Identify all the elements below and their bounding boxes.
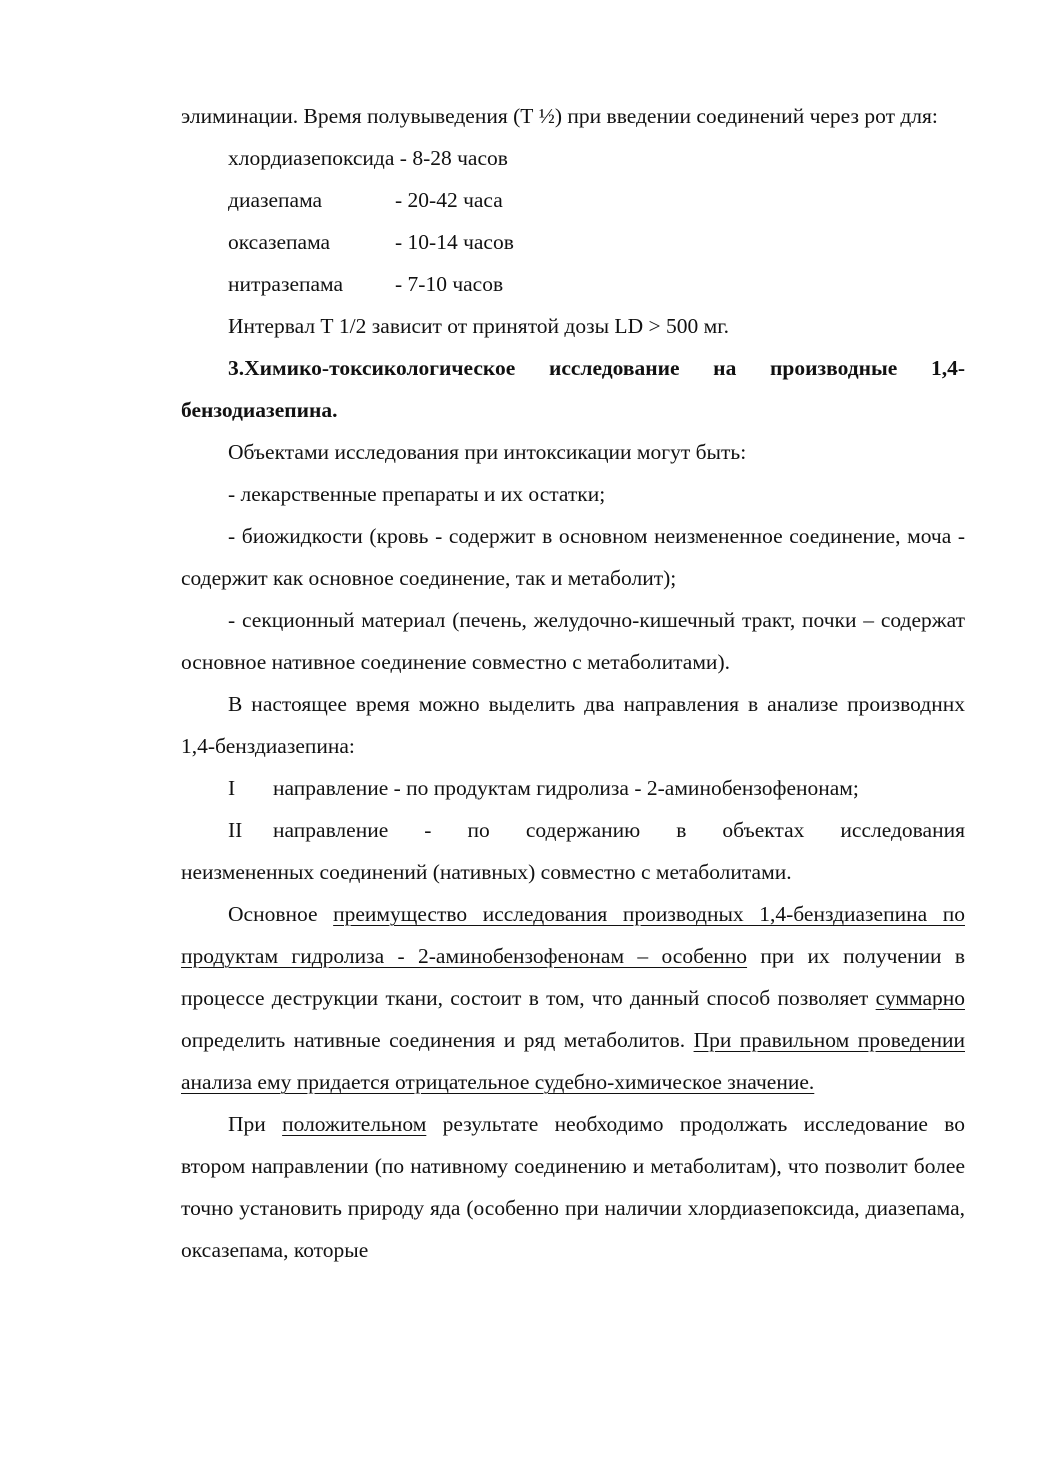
- drug-name: диазепама: [228, 188, 323, 212]
- direction-2: [181, 809, 965, 851]
- interval-note: Интервал Т 1/2 зависит от принятой дозы LD > 500 мг.: [228, 314, 729, 338]
- direction-number: I: [228, 776, 236, 800]
- halflife-chlordiazepoxide: хлордиазепоксида - 8-28 часов: [228, 146, 508, 170]
- positive-underlined: положительном: [282, 1112, 427, 1136]
- positive-text: При: [228, 1112, 283, 1136]
- direction-2-continuation: неизмененных соединений (нативных) совместно с метаболитами.: [181, 860, 792, 884]
- direction-text: направление - по содержанию в объектах исследования: [273, 818, 965, 842]
- drug-halflife: - 20-42 часа: [395, 188, 503, 212]
- drug-name: оксазепама: [228, 230, 331, 254]
- advantage-text: Основное: [228, 902, 334, 926]
- direction-1: [181, 767, 965, 809]
- halflife-row: [181, 179, 965, 221]
- object-item-sectional: - секционный материал (печень, желудочно-кишечный тракт, почки – содержат основное нативное соединение совместно с метаболитами).: [181, 608, 965, 674]
- advantage-paragraph: [181, 893, 965, 1103]
- halflife-row: [181, 221, 965, 263]
- advantage-text: определить нативные соединения и ряд метаболитов.: [181, 1028, 694, 1052]
- paragraph-elimination: элиминации. Время полувыведения (Т ½) при введении соединений через рот для:: [181, 104, 938, 128]
- drug-name: нитразепама: [228, 272, 344, 296]
- positive-result-paragraph: [181, 1103, 965, 1271]
- objects-intro: Объектами исследования при интоксикации могут быть:: [228, 440, 747, 464]
- positive-text: результате необходимо продолжать исследование во втором направлении (по нативному соединению и метаболитам), что позволит более точно установить природу яда (особенно при наличии хлордиазепоксида, диазепама, оксазепама, которые: [181, 1112, 965, 1262]
- drug-halflife: - 7-10 часов: [395, 272, 504, 296]
- object-item-drugs: - лекарственные препараты и их остатки;: [228, 482, 606, 506]
- document-body: [181, 95, 965, 1271]
- advantage-underlined: суммарно: [875, 986, 965, 1010]
- advantage-underlined: преимущество исследования производных 1,4-бенздиазепина по продуктам гидролиза - 2-аминобензофенонам – особенно: [181, 902, 965, 968]
- halflife-row: [181, 263, 965, 305]
- object-item-biofluids: - биожидкости (кровь - содержит в основном неизмененное соединение, моча - содержит как основное соединение, так и метаболит);: [181, 524, 965, 590]
- section-heading: 3.Химико-токсикологическое исследование на производные 1,4-бензодиазепина.: [181, 356, 965, 422]
- directions-intro: В настоящее время можно выделить два направления в анализе производннх 1,4-бенздиазепина:: [181, 692, 965, 758]
- drug-halflife: - 10-14 часов: [395, 230, 514, 254]
- advantage-underlined: При правильном проведении анализа ему придается отрицательное судебно-химическое значение.: [181, 1028, 965, 1094]
- direction-text: направление - по продуктам гидролиза - 2-аминобензофенонам;: [273, 776, 859, 800]
- direction-number: II: [228, 818, 243, 842]
- advantage-text: при их получении в процессе деструкции ткани, состоит в том, что данный способ позволяет: [181, 944, 965, 1010]
